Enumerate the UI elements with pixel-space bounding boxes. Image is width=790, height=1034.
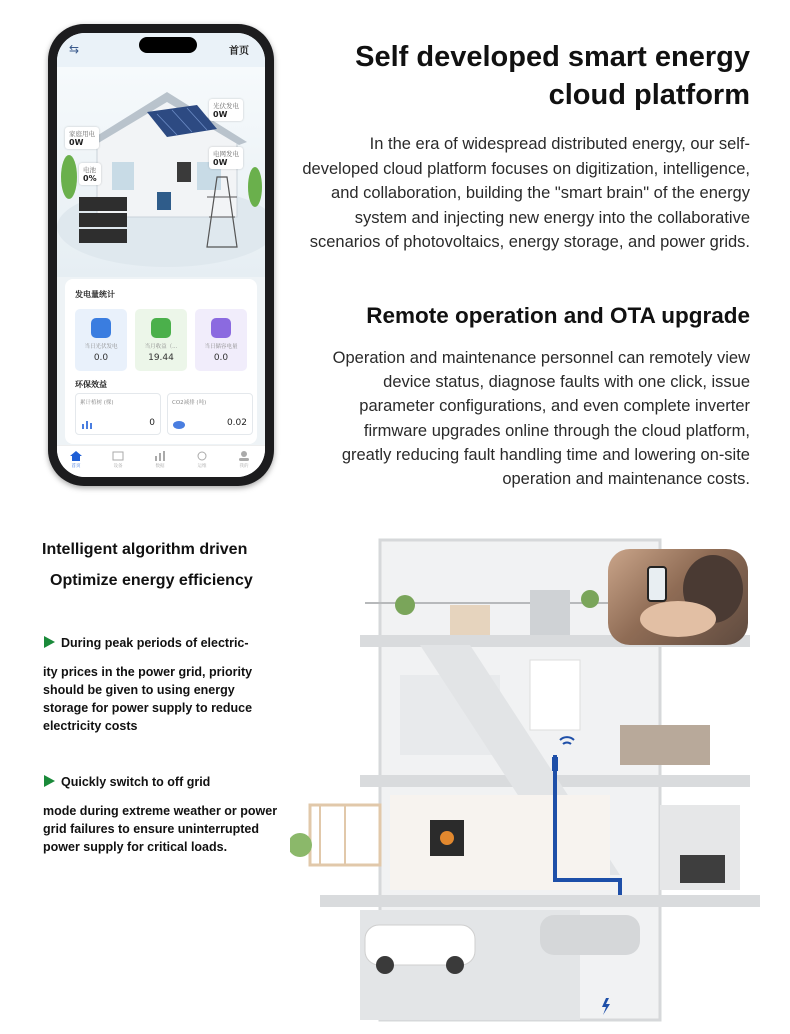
bullet-peak-body: ity prices in the power grid, priority should be given to using energy storage for power supply to reduce electricity costs	[43, 665, 253, 733]
tab-bar	[57, 445, 265, 477]
heading-algorithm: Intelligent algorithm driven	[42, 541, 248, 558]
tree-icon	[81, 419, 93, 429]
income-icon	[151, 318, 171, 338]
dynamic-island	[139, 37, 197, 53]
cloud-icon	[173, 419, 185, 429]
phone-mockup	[48, 24, 274, 486]
tab-home[interactable]: 首页	[63, 451, 89, 469]
eco-title: 环保效益	[75, 380, 107, 389]
home-icon	[70, 451, 82, 461]
bullet-triangle-icon	[44, 775, 55, 787]
battery-icon	[211, 318, 231, 338]
stats-panel	[65, 279, 257, 444]
stat-card-pv[interactable]: 当日光伏发电 0.0	[75, 309, 127, 371]
tab-profile[interactable]: 我的	[231, 451, 257, 469]
stats-title: 发电量统计	[75, 290, 115, 299]
device-icon	[112, 451, 124, 461]
tab-maintenance[interactable]: 运维	[189, 451, 215, 469]
stat-card-income[interactable]: 当月收益（... 19.44	[135, 309, 187, 371]
user-icon	[238, 451, 250, 461]
heading-remote-ota: Remote operation and OTA upgrade	[366, 303, 750, 328]
grid-power-callout: 电网发电 0W	[209, 147, 243, 169]
eco-card-co2[interactable]: CO2减排 (吨) 0.02	[167, 393, 253, 435]
tab-device[interactable]: 设备	[105, 451, 131, 469]
paragraph-remote-ota: Operation and maintenance personnel can remotely view device status, diagnose faults with one click, issue parameter configurations, and even complete inverter firmware upgrades online through the cloud platform, greatly reducing fault handling time and lowering on-site operation and maintenance costs.	[332, 349, 750, 489]
hand-holding-phone-image	[608, 549, 748, 645]
battery-callout: 电池 0%	[79, 163, 101, 185]
home-power-callout: 家庭用电 0W	[65, 127, 99, 149]
bullet-offgrid-lead: Quickly switch to off grid	[44, 775, 210, 789]
stat-card-storage[interactable]: 当日储容电量 0.0	[195, 309, 247, 371]
solar-icon	[91, 318, 111, 338]
heading-cloud-platform: Self developed smart energy cloud platform	[355, 41, 750, 111]
heading-efficiency: Optimize energy efficiency	[50, 572, 253, 589]
bullet-triangle-icon	[44, 636, 55, 648]
wrench-icon	[196, 451, 208, 461]
app-screen	[57, 33, 265, 477]
chart-icon	[154, 451, 166, 461]
phone-user-photo	[608, 549, 748, 645]
tab-data[interactable]: 数据	[147, 451, 173, 469]
eco-card-trees[interactable]: 累计植树 (棵) 0	[75, 393, 161, 435]
app-page-title: 首页	[229, 46, 249, 57]
bullet-offgrid-body: mode during extreme weather or power grid failures to ensure uninterrupted power supply for critical loads.	[43, 804, 278, 854]
bullet-peak-lead: During peak periods of electric-	[44, 636, 249, 650]
swap-icon[interactable]: ⇆	[69, 42, 80, 56]
pv-power-callout: 光伏发电 0W	[209, 99, 243, 121]
energy-scene	[57, 67, 265, 277]
paragraph-cloud-platform: In the era of widespread distributed energy, our self-developed cloud platform focuses on digitization, intelligence, and collaboration, building the "smart brain" of the energy system and injecting new energy into the collaborative scenarios of photovoltaics, energy storage, and power grids.	[302, 135, 750, 251]
